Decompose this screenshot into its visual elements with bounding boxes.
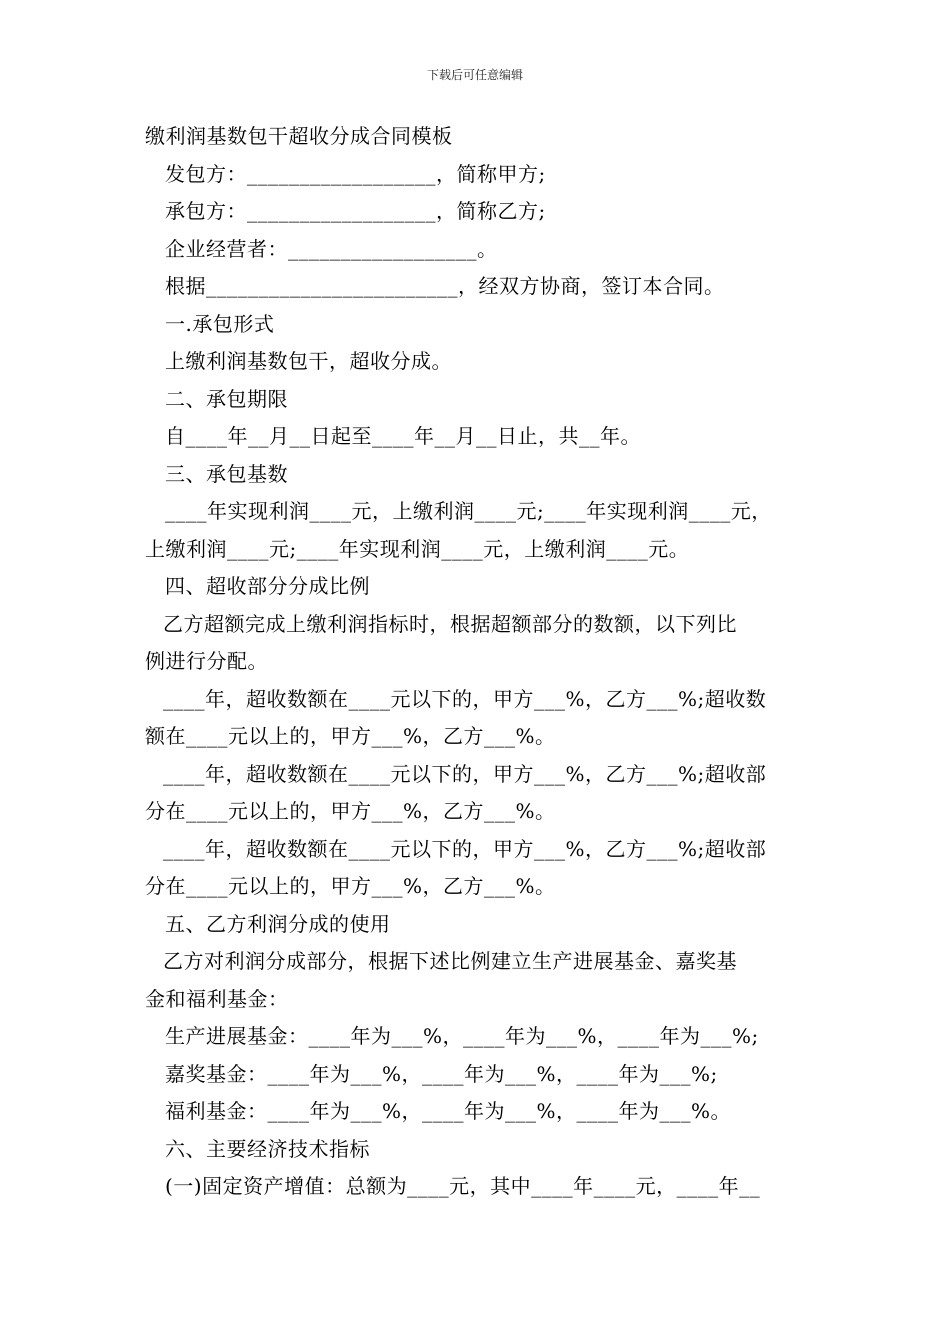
document-line: (一)固定资产增值：总额为____元，其中____年____元，____年__ [165,1174,761,1198]
document-body [145,118,825,1206]
document-line: 发包方：__________________，简称甲方; [165,161,546,186]
document-line: 例进行分配。 [145,649,268,673]
document-line: 上缴利润基数包干，超收分成。 [165,349,452,373]
document-line: 乙方超额完成上缴利润指标时，根据超额部分的数额，以下列比 [163,611,737,636]
document-line: ____年，超收数额在____元以下的，甲方___%，乙方___%;超收数 [163,686,767,711]
document-line: 承包方：__________________，简称乙方; [165,199,546,223]
document-line: 额在____元以上的，甲方___%，乙方___%。 [145,724,556,748]
document-line: 福利基金：____年为___%，____年为___%，____年为___%。 [165,1099,732,1123]
document-line: 四、超收部分分成比例 [165,574,370,598]
document-line: ____年，超收数额在____元以下的，甲方___%，乙方___%;超收部 [163,836,767,861]
document-line: 五、乙方利润分成的使用 [165,911,391,936]
document-line: 企业经营者：__________________。 [165,236,498,261]
document-line: 根据________________________，经双方协商，签订本合同。 [165,274,725,298]
document-line: 一.承包形式 [165,311,275,336]
document-line: 二、承包期限 [165,386,288,411]
page-header: 下载后可任意编辑 [426,68,523,82]
document-line: ____年，超收数额在____元以下的，甲方___%，乙方___%;超收部 [163,761,767,786]
document-line: 嘉奖基金：____年为___%，____年为___%，____年为___%; [165,1061,718,1086]
document-line: 生产进展基金：____年为___%，____年为___%，____年为___%; [165,1024,759,1048]
document-line: 自____年__月__日起至____年__月__日止，共__年。 [165,424,641,448]
document-line: 分在____元以上的，甲方___%，乙方___%。 [145,874,556,898]
document-line: 乙方对利润分成部分，根据下述比例建立生产进展基金、嘉奖基 [163,949,737,973]
document-title: 缴利润基数包干超收分成合同模板 [145,124,453,148]
document-line: 分在____元以上的，甲方___%，乙方___%。 [145,799,556,823]
document-line: 六、主要经济技术指标 [165,1136,370,1161]
document-line: 三、承包基数 [165,461,288,486]
document-line: 上缴利润____元;____年实现利润____元，上缴利润____元。 [145,536,690,561]
document-line: ____年实现利润____元，上缴利润____元;____年实现利润____元， [165,499,772,523]
document-line: 金和福利基金： [145,986,289,1011]
